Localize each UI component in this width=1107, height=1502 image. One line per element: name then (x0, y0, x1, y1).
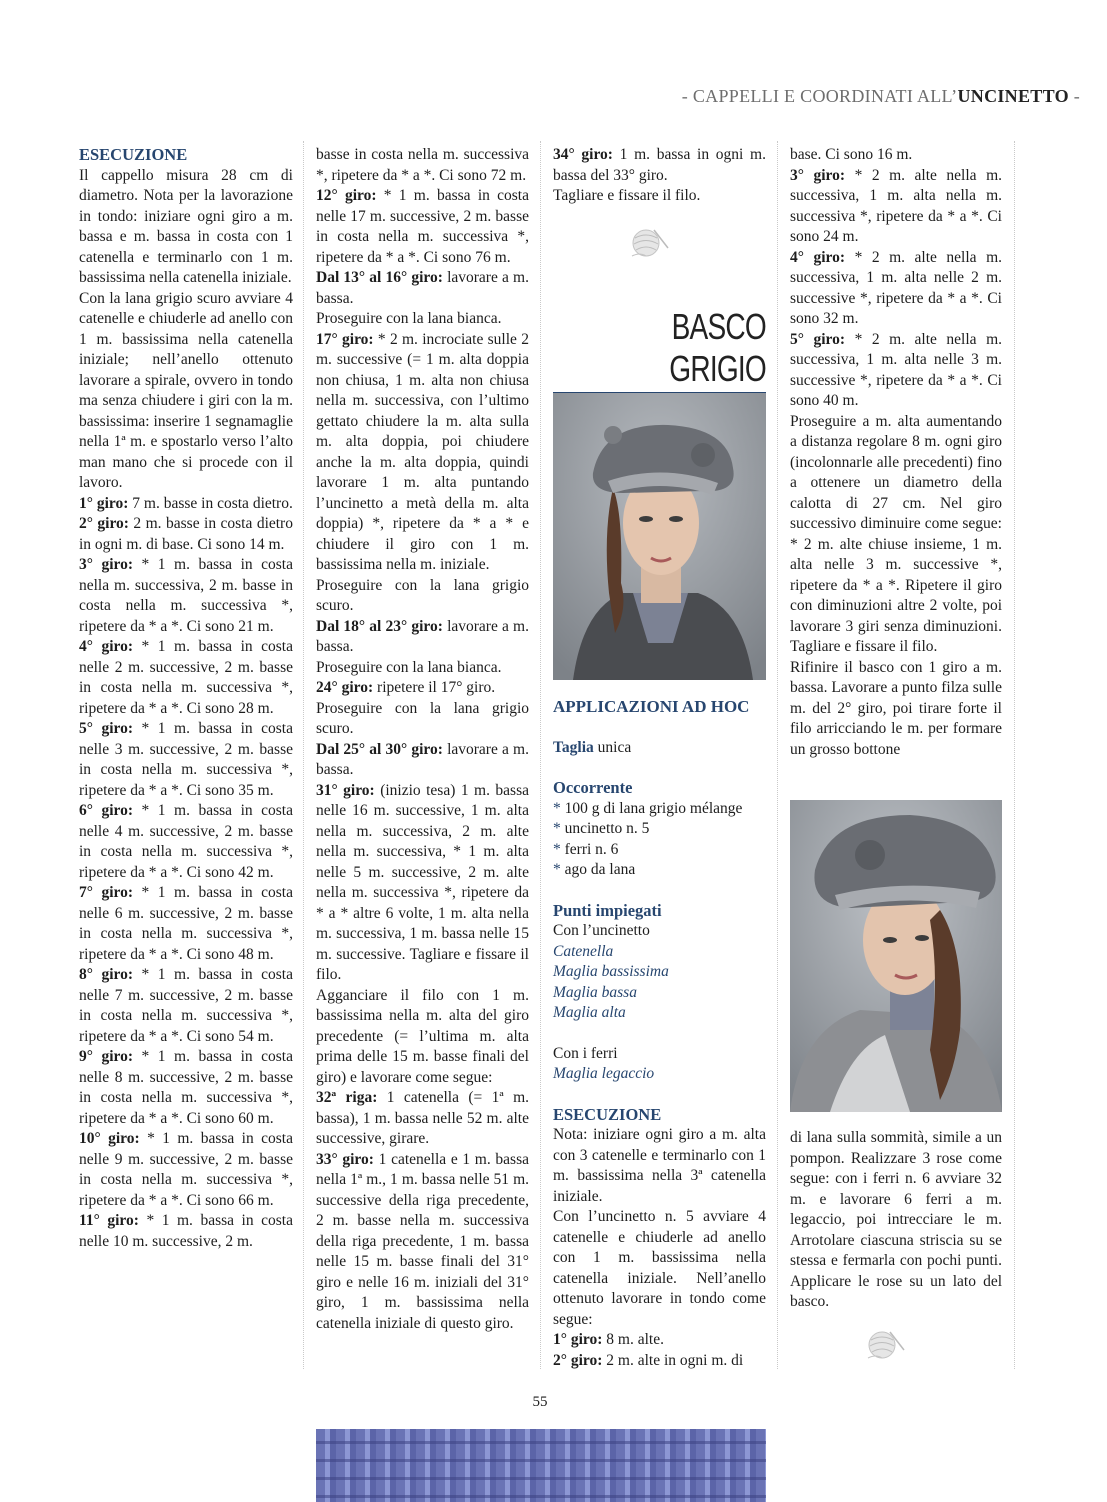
section-heading: APPLICAZIONI AD HOC (553, 697, 750, 716)
pattern-title: BASCO GRIGIO (669, 306, 766, 389)
paragraph: Proseguire a m. alta aumentando a distanza regolare 8 m. ogni giro (incolonnarle alle precedenti) fino a ottenere un diametro della calotta di 27 cm. Nel giro successivo diminuire come segue: * 2 m. alte chiuse insieme, 1 m. alta nelle 3 m. successive *, ripetere da * a *. Ripetere il giro con diminuzioni altre 2 volte, poi lavorare 3 giri senza diminuzioni. Tagliare e fissare il filo. (790, 412, 1002, 655)
material-item: * ferri n. 6 (553, 840, 619, 858)
round-instruction: 17° giro: * 2 m. incrociate sulle 2 m. successive (= 1 m. alta doppia non chiusa, 1 m. alta non chiusa nella m. successiva, con l’ultimo gettato chiudere la m. alta sulla m. alta doppia, poi chiudere anche la m. alta doppia, quindi lavorare 1 m. alta puntando l’uncinetto a metà della m. alta doppia) *, ripetere da * a * e chiudere il giro con 1 m. bassissima nella m. iniziale. (316, 330, 529, 573)
text-column-4-continued (790, 1128, 1002, 1313)
text-column-2 (316, 145, 529, 1334)
yarn-ball-icon (862, 1328, 906, 1362)
round-instruction: 4° giro: * 1 m. bassa in costa nelle 2 m. successive, 2 m. basse in costa nella m. successiva *, ripetere da * a *. Ci sono 28 m. (79, 638, 293, 717)
round-instruction: 5° giro: * 1 m. bassa in costa nelle 3 m. successive, 2 m. basse in costa nella m. successiva *, ripetere da * a *. Ci sono 35 m. (79, 720, 293, 799)
round-instruction: 10° giro: * 1 m. bassa in costa nelle 9 m. successive, 2 m. basse in costa nella m. successiva *, ripetere da * a *. Ci sono 66 m. (79, 1130, 293, 1209)
paragraph: Con la lana grigio scuro avviare 4 catenelle e chiuderle ad anello con 1 m. bassissima nella catenella iniziale; nell’anello ottenuto lavorare a spirale, ovvero in tondo ma senza chiudere i giri con la m. bassissima: inserire 1 segnamaglie nella 1ª m. e spostarlo verso l’alto man mano che si procede con il lavoro. (79, 289, 293, 491)
paragraph: Agganciare il filo con 1 m. bassissima nella m. alta del giro precedente (= l’ultima m. alta prima delle 15 m. basse finali del giro) e lavorare come segue: (316, 986, 529, 1086)
materials-column (553, 697, 766, 1371)
paragraph: Il cappello misura 28 cm di diametro. Nota per la lavorazione in tondo: iniziare ogni giro a m. bassa e m. bassa in costa con 1 catenella e terminarlo con 1 m. bassissima nella catenella iniziale. (79, 166, 293, 286)
round-instruction: 31° giro: (inizio tesa) 1 m. bassa nelle 16 m. successive, 1 m. alta nella m. successiva, 2 m. alte nella m. successiva, * 1 m. alta nelle 5 m. successive, 2 m. alte nella m. successiva *, ripetere da * a * altre 6 volte, 1 m. alta nella m. successiva, 1 m. bassa nelle 15 m. successive. Tagliare e fissare il filo. (316, 781, 529, 983)
round-instruction: 11° giro: * 1 m. bassa in costa nelle 10 m. successive, 2 m. (79, 1212, 293, 1250)
round-instruction: 9° giro: * 1 m. bassa in costa nelle 8 m. successive, 2 m. basse in costa nella m. successiva *, ripetere da * a *. Ci sono 60 m. (79, 1048, 293, 1127)
paragraph: Tagliare e fissare il filo. (553, 187, 701, 204)
round-instruction: 1° giro: 8 m. alte. (553, 1331, 664, 1348)
model-photo-side (790, 800, 1002, 1112)
round-instruction: 24° giro: ripetere il 17° giro. (316, 679, 496, 696)
paragraph: Proseguire con la lana grigio scuro. (316, 576, 529, 614)
page-number: 55 (532, 1394, 548, 1410)
section-heading: ESECUZIONE (79, 145, 188, 164)
stitch-name: Maglia alta (553, 1004, 626, 1021)
paragraph: base. Ci sono 16 m. (790, 146, 913, 163)
text-column-4 (790, 145, 1002, 760)
round-instruction: 2° giro: 2 m. alte in ogni m. di (553, 1351, 744, 1369)
column-divider (540, 141, 541, 1369)
round-instruction: 4° giro: * 2 m. alte nella m. successiva, 1 m. alta nelle 2 m. successive *, ripetere da * a *. Ci sono 32 m. (790, 248, 1002, 327)
model-photo-front (553, 393, 766, 680)
stitch-name: Maglia bassissima (553, 963, 669, 980)
round-instruction: 6° giro: * 1 m. bassa in costa nelle 4 m. successive, 2 m. basse in costa nella m. successiva *, ripetere da * a *. Ci sono 42 m. (79, 802, 293, 881)
round-instruction: 32ª riga: 1 catenella (= 1ª m. bassa), 1 m. bassa nelle 52 m. alte successive, girare. (316, 1089, 529, 1147)
round-instruction: 34° giro: 1 m. bassa in ogni m. bassa del 33° giro. (553, 146, 766, 184)
column-divider (1014, 141, 1015, 1369)
round-instruction: Dal 18° al 23° giro: lavorare a m. bassa. (316, 617, 529, 655)
round-instruction: 3° giro: * 1 m. bassa in costa nella m. successiva, 2 m. basse in costa nella m. successiva *, ripetere da * a *. Ci sono 21 m. (79, 556, 293, 635)
yarn-ball-icon (626, 226, 670, 260)
material-item: * uncinetto n. 5 (553, 820, 650, 837)
round-instruction: 33° giro: 1 catenella e 1 m. bassa nella 1ª m., 1 m. bassa nelle 51 m. successive della riga precedente, 2 m. basse nella m. successiva della riga precedente, 1 m. bassa nelle 15 m. basse finali del 31° giro e nelle 16 m. iniziali del 31° giro, 1 m. bassissima nella catenella iniziale di questo giro. (316, 1150, 529, 1332)
running-header: - CAPPELLI E COORDINATI ALL’UNCINETTO - (681, 86, 1080, 106)
column-divider (777, 141, 778, 1369)
section-heading: ESECUZIONE (553, 1104, 662, 1124)
round-instruction: 2° giro: 2 m. basse in costa dietro in ogni m. di base. Ci sono 14 m. (79, 515, 293, 553)
round-instruction: Dal 13° al 16° giro: lavorare a m. bassa. (316, 269, 529, 307)
round-instruction: 3° giro: * 2 m. alte nella m. successiva, 1 m. alta nella m. successiva *, ripetere da * a *. Ci sono 24 m. (790, 166, 1002, 245)
text-column-1 (79, 145, 293, 1252)
stitch-group-label: Con i ferri (553, 1044, 618, 1062)
stitches-heading: Punti impiegati (553, 900, 662, 920)
column-divider (303, 141, 304, 1369)
paragraph: Rifinire il basco con 1 giro a m. bassa. Lavorare a punto filza sulle m. del 2° giro, poi tirare forte il filo arricciando le m. per formare un grosso bottone (790, 658, 1002, 758)
stitch-group-label: Con l’uncinetto (553, 922, 650, 939)
stitch-name: Catenella (553, 942, 614, 960)
size-line: Taglia unica (553, 738, 632, 756)
paragraph: Con l’uncinetto n. 5 avviare 4 catenelle e chiuderle ad anello con 1 m. bassissima nella catenella iniziale. Nell’anello ottenuto lavorare in tondo come segue: (553, 1208, 766, 1328)
stitch-name: Maglia legaccio (553, 1065, 655, 1082)
paragraph: Proseguire con la lana grigio scuro. (316, 699, 529, 737)
paragraph: Nota: iniziare ogni giro a m. alta con 3 catenelle e terminarlo con 1 m. bassissima nella 3ª catenella iniziale. (553, 1126, 766, 1205)
round-instruction: 1° giro: 7 m. basse in costa dietro. (79, 494, 293, 512)
material-item: * 100 g di lana grigio mélange (553, 799, 743, 817)
paragraph: basse in costa nella m. successiva *, ripetere da * a *. Ci sono 72 m. (316, 146, 529, 184)
text-column-3 (553, 145, 766, 207)
materials-heading: Occorrente (553, 778, 633, 797)
round-instruction: Dal 25° al 30° giro: lavorare a m. bassa. (316, 740, 529, 778)
material-item: * ago da lana (553, 861, 636, 878)
round-instruction: 5° giro: * 2 m. alte nella m. successiva, 1 m. alta nelle 3 m. successive *, ripetere da * a *. Ci sono 40 m. (790, 330, 1002, 409)
paragraph: di lana sulla sommità, simile a un pompon. Realizzare 3 rose come segue: con i ferri n. 6 avviare 32 m. e lavorare 6 ferri a m. legaccio, poi intrecciare le m. Arrotolare ciascuna striscia su se stessa e fermarla con pochi punti. Applicare le rose su un lato del basco. (790, 1129, 1002, 1310)
round-instruction: 12° giro: * 1 m. bassa in costa nelle 17 m. successive, 2 m. basse in costa nella m. successiva *, ripetere da * a *. Ci sono 76 m. (316, 187, 529, 266)
paragraph: Proseguire con la lana bianca. (316, 658, 502, 676)
stitch-name: Maglia bassa (553, 983, 637, 1001)
round-instruction: 7° giro: * 1 m. bassa in costa nelle 6 m. successive, 2 m. basse in costa nella m. successiva *, ripetere da * a *. Ci sono 48 m. (79, 884, 293, 963)
paragraph: Proseguire con la lana bianca. (316, 310, 502, 327)
crochet-swatch-image (316, 1429, 766, 1502)
round-instruction: 8° giro: * 1 m. bassa in costa nelle 7 m. successive, 2 m. basse in costa nella m. successiva *, ripetere da * a *. Ci sono 54 m. (79, 966, 293, 1045)
